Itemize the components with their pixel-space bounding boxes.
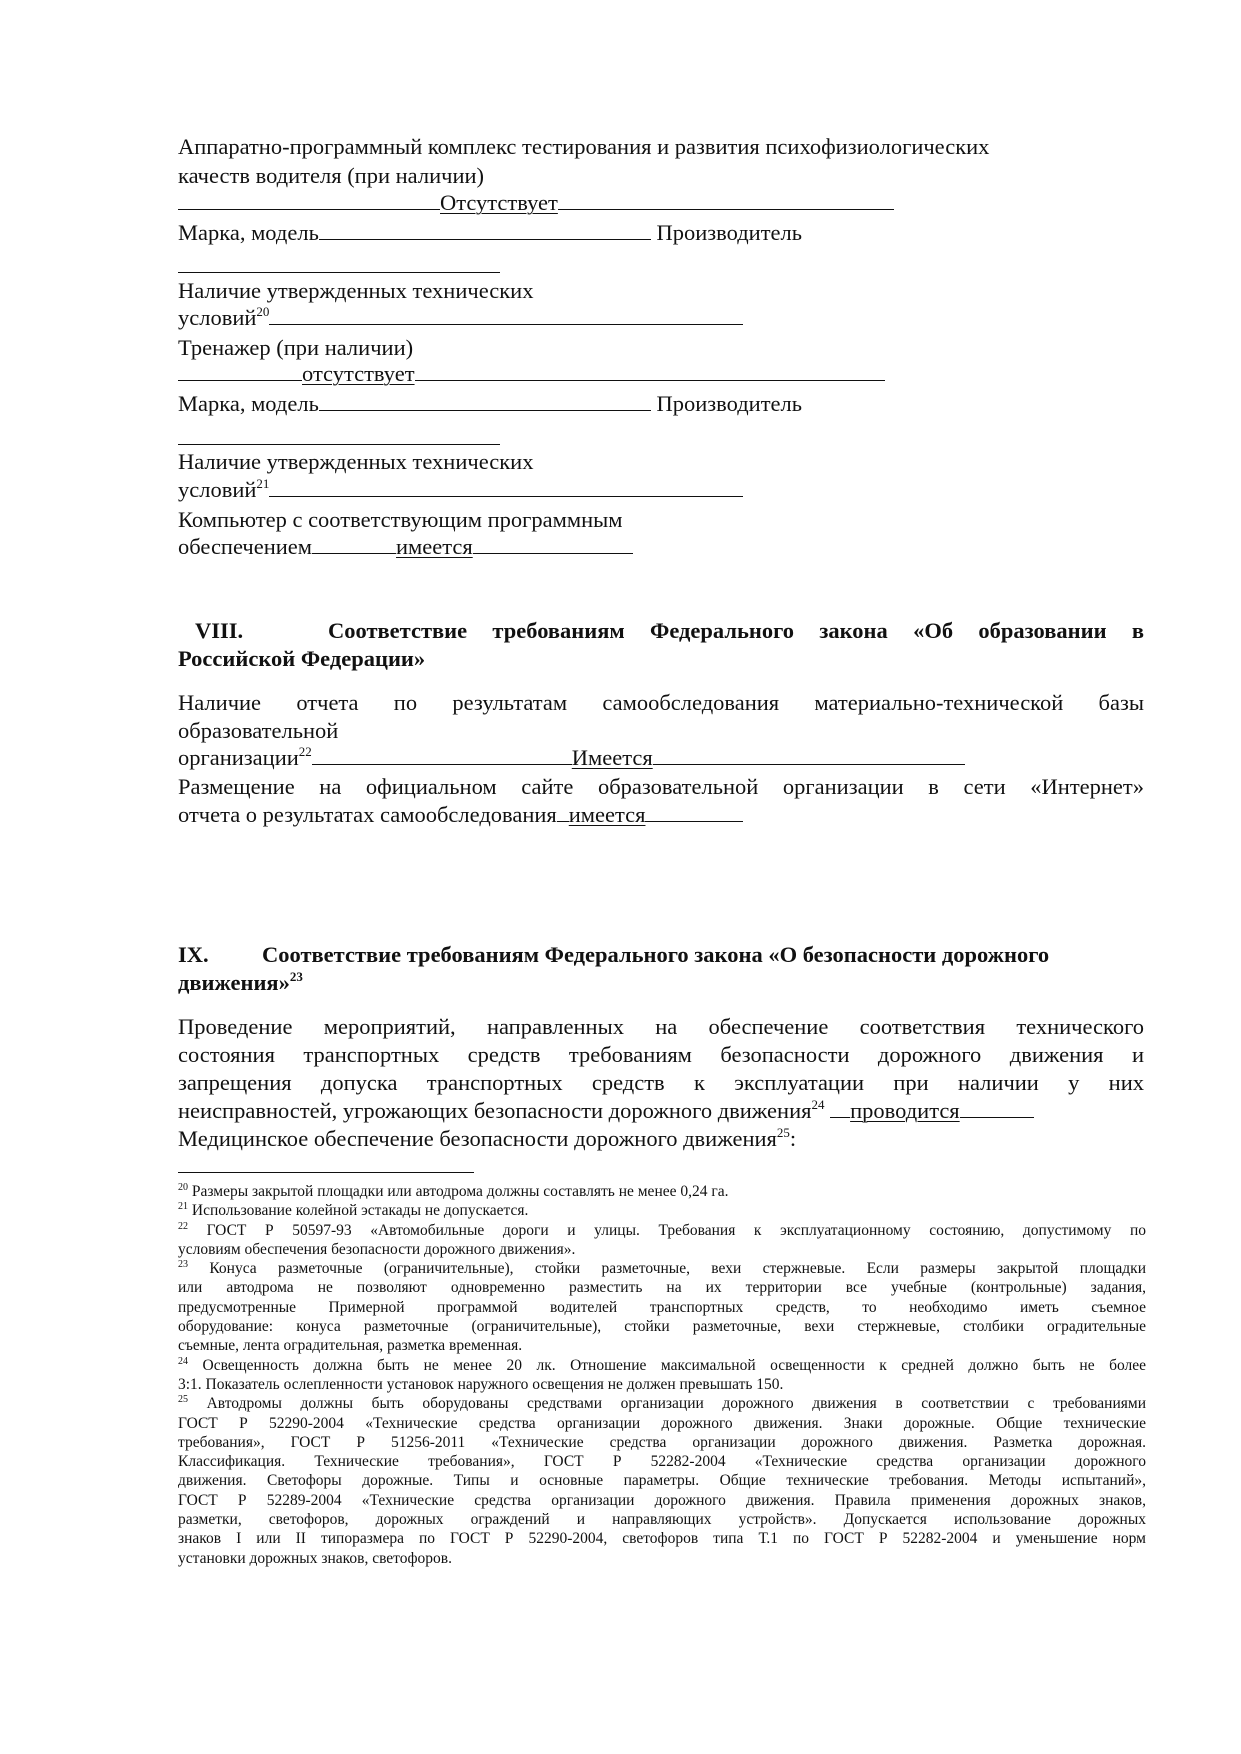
trainer-value: отсутствует <box>302 361 415 386</box>
apk-label-line-1: Аппаратно-программный комплекс тестирования и развития психофизиологических <box>178 134 990 159</box>
trainer-value-line <box>178 361 885 387</box>
tech-conditions-label-1b: условий <box>178 305 257 330</box>
blank-line <box>178 362 302 381</box>
footnote-23-line-5: съемные, лента оградительная, разметка временная. <box>178 1337 523 1355</box>
medical-line: Медицинское обеспечение безопасности дорожного движения$^{25}$: <box>178 1125 797 1151</box>
blank-line <box>178 444 500 445</box>
computer-label-line-1: Компьютер с соответствующим программным <box>178 507 623 532</box>
footnote-text: Автодромы должны быть оборудованы средствами организации дорожного движения в соответствии с требованиями <box>206 1395 1146 1413</box>
site-value: имеется <box>568 802 646 827</box>
blank-line <box>312 535 396 554</box>
computer-line-2 <box>178 534 633 560</box>
section-9-title-line-1: Соответствие требованиям Федерального закона «О безопасности дорожного <box>262 942 1050 967</box>
footnote-21 <box>178 1201 1146 1220</box>
footnote-25-line-3: требования», ГОСТ Р 51256-2011 «Технические средства организации дорожного движения. Разметка дорожная. <box>178 1433 1146 1451</box>
footnote-text: ГОСТ Р 50597-93 «Автомобильные дороги и улицы. Требования к эксплуатационному состоянию, допустимому по <box>206 1221 1146 1239</box>
footnote-23-line-4: оборудование: конуса разметочные (ограничительные), стойки разметочные, вехи стержневые, столбики оградительные <box>178 1318 1146 1336</box>
site-label: отчета о результатах самообследования <box>178 802 557 827</box>
report-line-1: Наличие отчета по результатам самообследования материально-технической базы <box>178 690 1144 715</box>
footnote-text: Размеры закрытой площадки или автодрома должны составлять не менее 0,24 га. <box>191 1183 729 1200</box>
footnote-25-line-1 <box>178 1394 1146 1413</box>
blank-line <box>178 272 500 273</box>
tech-conditions-line-1 <box>178 305 743 331</box>
paragraph-line-4 <box>178 1098 1034 1124</box>
footnote-ref: 20 <box>256 304 270 319</box>
site-line-2 <box>178 802 743 828</box>
apk-value: Отсутствует <box>440 190 558 215</box>
section-8-number: VIII. <box>195 618 244 643</box>
footnote-ref: 23 <box>289 969 303 984</box>
computer-label-2: обеспечением <box>178 534 313 559</box>
footnote-ref: 24 <box>811 1097 825 1112</box>
footnote-24-line-2: 3:1. Показатель ослепленности установок наружного освещения не должен превышать 150. <box>178 1375 784 1393</box>
tech-conditions-line-2 <box>178 477 743 503</box>
blank-line <box>312 746 572 765</box>
footnote-20 <box>178 1182 1146 1201</box>
blank-line <box>473 535 633 554</box>
footnote-number: 23 <box>178 1259 188 1271</box>
footnote-25-line-2: ГОСТ Р 52290-2004 «Технические средства организации дорожного движения. Знаки дорожные. Общие технические <box>178 1414 1146 1432</box>
footnote-24-line-1 <box>178 1356 1146 1375</box>
section-8-title-line-1: Соответствие требованиям Федерального закона «Об образовании в <box>328 618 1144 643</box>
section-9-number: IX. <box>178 942 209 967</box>
blank-line <box>178 191 440 210</box>
footnote-22-line-2: условиям обеспечения безопасности дорожного движения». <box>178 1240 576 1258</box>
footnote-number: 25 <box>178 1394 188 1406</box>
tech-conditions-label-2b: условий <box>178 477 257 502</box>
footnote-23-line-2: или автодрома не позволяют одновременно разместить на их территории все учебные (контрольные) задания, <box>178 1279 1146 1297</box>
computer-value: имеется <box>396 534 473 559</box>
brand-model-line-2 <box>178 391 802 417</box>
footnote-text: Освещенность должна быть не менее 20 лк. Отношение максимальной освещенности к средней должно быть не более <box>202 1356 1146 1374</box>
trainer-label: Тренажер (при наличии) <box>178 335 414 360</box>
blank-line <box>558 191 894 210</box>
brand-model-label: Марка, модель <box>178 220 319 245</box>
report-value: Имеется <box>571 745 653 770</box>
section-8-title-line-2: Российской Федерации» <box>178 646 426 671</box>
footnote-22-line-1 <box>178 1221 1146 1240</box>
footnote-number: 24 <box>178 1355 188 1367</box>
footnote-25-line-5: движения. Светофоры дорожные. Типы и основные параметры. Общие технические требования. Методы испытаний», <box>178 1472 1146 1490</box>
tech-conditions-label-1a: Наличие утвержденных технических <box>178 278 534 303</box>
blank-line <box>269 306 743 325</box>
paragraph-value: проводится <box>850 1098 960 1123</box>
paragraph-line-2: состояния транспортных средств требованиям безопасности дорожного движения и <box>178 1042 1144 1067</box>
footnote-23-line-3: предусмотренные Примерной программой водителей транспортных средств, то необходимо иметь съемное <box>178 1298 1146 1316</box>
footnote-ref: 22 <box>298 744 312 759</box>
manufacturer-label: Производитель <box>656 220 803 245</box>
report-line-2: образовательной <box>178 718 339 743</box>
apk-value-line <box>178 190 894 216</box>
section-9-title-line-2 <box>178 969 303 996</box>
brand-model-label: Марка, модель <box>178 391 319 416</box>
blank-line <box>960 1099 1034 1118</box>
footnote-25-line-7: разметки, светофоров, дорожных ограждений и направляющих устройств». Допускается использование дорожных <box>178 1511 1146 1529</box>
footnote-text: Использование колейной эстакады не допускается. <box>191 1202 529 1220</box>
blank-line <box>319 392 651 411</box>
footnotes <box>178 1182 1146 1568</box>
report-label: организации <box>178 745 299 770</box>
footnote-23-line-1 <box>178 1259 1146 1278</box>
footnote-ref: 25 <box>776 1125 790 1140</box>
footnote-number: 20 <box>178 1182 188 1193</box>
report-line-3 <box>178 745 965 771</box>
blank-line <box>269 478 743 497</box>
site-line-1: Размещение на официальном сайте образовательной организации в сети «Интернет» <box>178 774 1144 799</box>
footnote-25-line-9: установки дорожных знаков, светофоров. <box>178 1549 452 1567</box>
manufacturer-label: Производитель <box>656 391 803 416</box>
blank-line <box>557 803 569 822</box>
blank-line <box>319 221 651 240</box>
paragraph-line-3: запрещения допуска транспортных средств к эксплуатации при наличии у них <box>178 1070 1144 1095</box>
footnote-25-line-6: ГОСТ Р 52289-2004 «Технические средства организации дорожного движения. Правила применения дорожных знаков, <box>178 1491 1146 1509</box>
section-9-title-text: движения» <box>178 970 290 995</box>
blank-line <box>415 362 885 381</box>
footnote-ref: 21 <box>256 476 270 491</box>
blank-line <box>645 803 743 822</box>
tech-conditions-label-2a: Наличие утвержденных технических <box>178 449 534 474</box>
footnote-number: 22 <box>178 1220 188 1232</box>
blank-line <box>830 1099 850 1118</box>
apk-label-line-2: качеств водителя (при наличии) <box>178 163 485 188</box>
brand-model-line-1 <box>178 220 802 246</box>
medical-text: Медицинское обеспечение безопасности дорожного движения <box>178 1126 777 1151</box>
footnote-separator <box>178 1172 474 1173</box>
footnote-25-line-8: знаков I или II типоразмера по ГОСТ Р 52290-2004, светофоров типа Т.1 по ГОСТ Р 52282-2004 и уменьшение норм <box>178 1530 1146 1548</box>
paragraph-line-1: Проведение мероприятий, направленных на обеспечение соответствия технического <box>178 1014 1144 1039</box>
paragraph-text-4: неисправностей, угрожающих безопасности дорожного движения <box>178 1098 812 1123</box>
blank-line <box>653 746 965 765</box>
footnote-25-line-4: Классификация. Технические требования», ГОСТ Р 52282-2004 «Технические средства организации дорожного <box>178 1453 1146 1471</box>
footnote-text: Конуса разметочные (ограничительные), стойки разметочные, вехи стержневые. Если размеры закрытой площадки <box>209 1260 1146 1278</box>
footnote-number: 21 <box>178 1201 188 1213</box>
